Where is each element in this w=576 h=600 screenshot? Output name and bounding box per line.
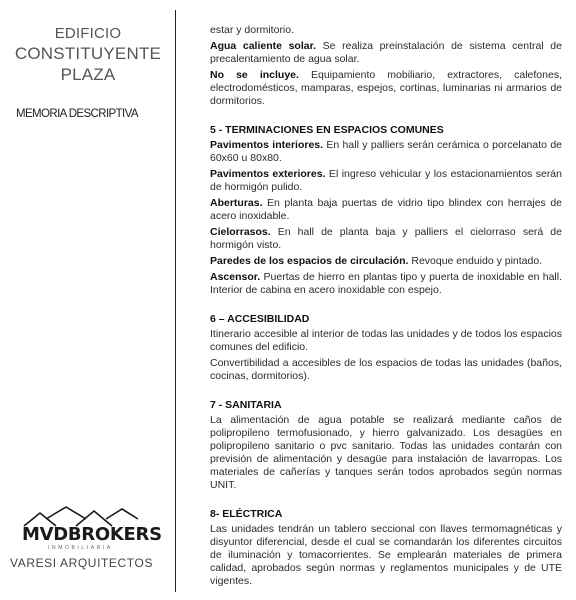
brand-tagline: INMOBILIARIA [48, 545, 113, 551]
s5-item-text: En hall de planta baja y palliers el cielorraso será de hormigón visto. [210, 226, 562, 251]
s5-item-label: Aberturas. [210, 197, 263, 209]
architects-name: VARESI ARQUITECTOS [10, 556, 154, 570]
vertical-divider [175, 10, 176, 592]
title-line-2: CONSTITUYENTE [14, 44, 162, 63]
noinc-paragraph [210, 69, 562, 108]
document-subtitle: MEMORIA DESCRIPTIVA [16, 108, 138, 120]
noinc-text: Equipamiento mobiliario, extractores, calefones, electrodomésticos, mamparas, espejos, cortinas, luminarias ni armarios de dormitorios. [210, 69, 562, 107]
s5-item-text: Revoque enduido y pintado. [408, 255, 543, 267]
noinc-label: No se incluye. [210, 69, 299, 81]
s5-item [210, 139, 562, 165]
s5-item-label: Pavimentos exteriores. [210, 168, 326, 180]
s6-paragraph-2: Convertibilidad a accesibles de los espacios de todas las unidades (baños, cocinas, dormitorios). [210, 357, 562, 382]
s5-item-label: Ascensor. [210, 271, 261, 283]
title-line-1: EDIFICIO [54, 25, 122, 42]
s5-item [210, 226, 562, 252]
brand-name: MVDBROKERS [22, 524, 162, 545]
building-title [0, 24, 176, 85]
s5-item-label: Paredes de los espacios de circulación. [210, 255, 409, 267]
title-line-3: PLAZA [60, 65, 116, 84]
intro-line: estar y dormitorio. [210, 24, 295, 36]
sidebar [0, 0, 176, 600]
s5-item-text: Puertas de hierro en plantas tipo y puerta de inoxidable en hall. Interior de cabina en acero inoxidable con espejo. [210, 271, 562, 296]
section-8-heading: 8- ELÉCTRICA [210, 508, 283, 520]
s5-item [210, 168, 562, 194]
s5-item [210, 271, 562, 297]
s8-paragraph: Las unidades tendrán un tablero seccional con llaves termomagnéticas y disyuntor diferencial, desde el cual se comandarán los diferentes circuitos de iluminación y tomacorrientes. Se emplearán materiales de primera calidad, aprobados según normas y reglamentos municipales y de UTE vigentes. [210, 523, 562, 587]
s5-item-text: En hall y palliers serán cerámica o porcelanato de 60x60 u 80x80. [210, 139, 562, 164]
section-7-heading: 7 - SANITARIA [210, 399, 282, 411]
s5-item-text: En planta baja puertas de vidrio tipo blindex con herrajes de acero inoxidable. [210, 197, 562, 222]
s5-item-label: Cielorrasos. [210, 226, 271, 238]
agua-text: Se realiza preinstalación de sistema central de precalentamiento de agua solar. [210, 40, 562, 65]
s5-item [210, 255, 562, 268]
agua-label: Agua caliente solar. [210, 40, 317, 52]
s6-paragraph-1: Itinerario accesible al interior de todas las unidades y de todos los espacios comunes del edificio. [210, 328, 562, 353]
brand-logo [8, 505, 168, 570]
s7-paragraph: La alimentación de agua potable se realizará mediante caños de polipropileno termofusionado, y hierro galvanizado. Los desagües en polipropileno sanitario o pvc sanitario. Todas las unidades contarán con previsión de alimentación y desagüe para instalación de lavarropas. Los materiales de cañerías y tanques serán todos aprobados según normas UNIT. [210, 414, 562, 491]
s5-item [210, 197, 562, 223]
section-6-heading: 6 – ACCESIBILIDAD [210, 313, 310, 325]
s5-item-text: El ingreso vehicular y los estacionamientos serán de hormigón pulido. [210, 168, 562, 193]
agua-paragraph [210, 40, 562, 66]
document-body [210, 24, 562, 591]
section-5-heading: 5 - TERMINACIONES EN ESPACIOS COMUNES [210, 124, 444, 136]
s5-item-label: Pavimentos interiores. [210, 139, 324, 151]
